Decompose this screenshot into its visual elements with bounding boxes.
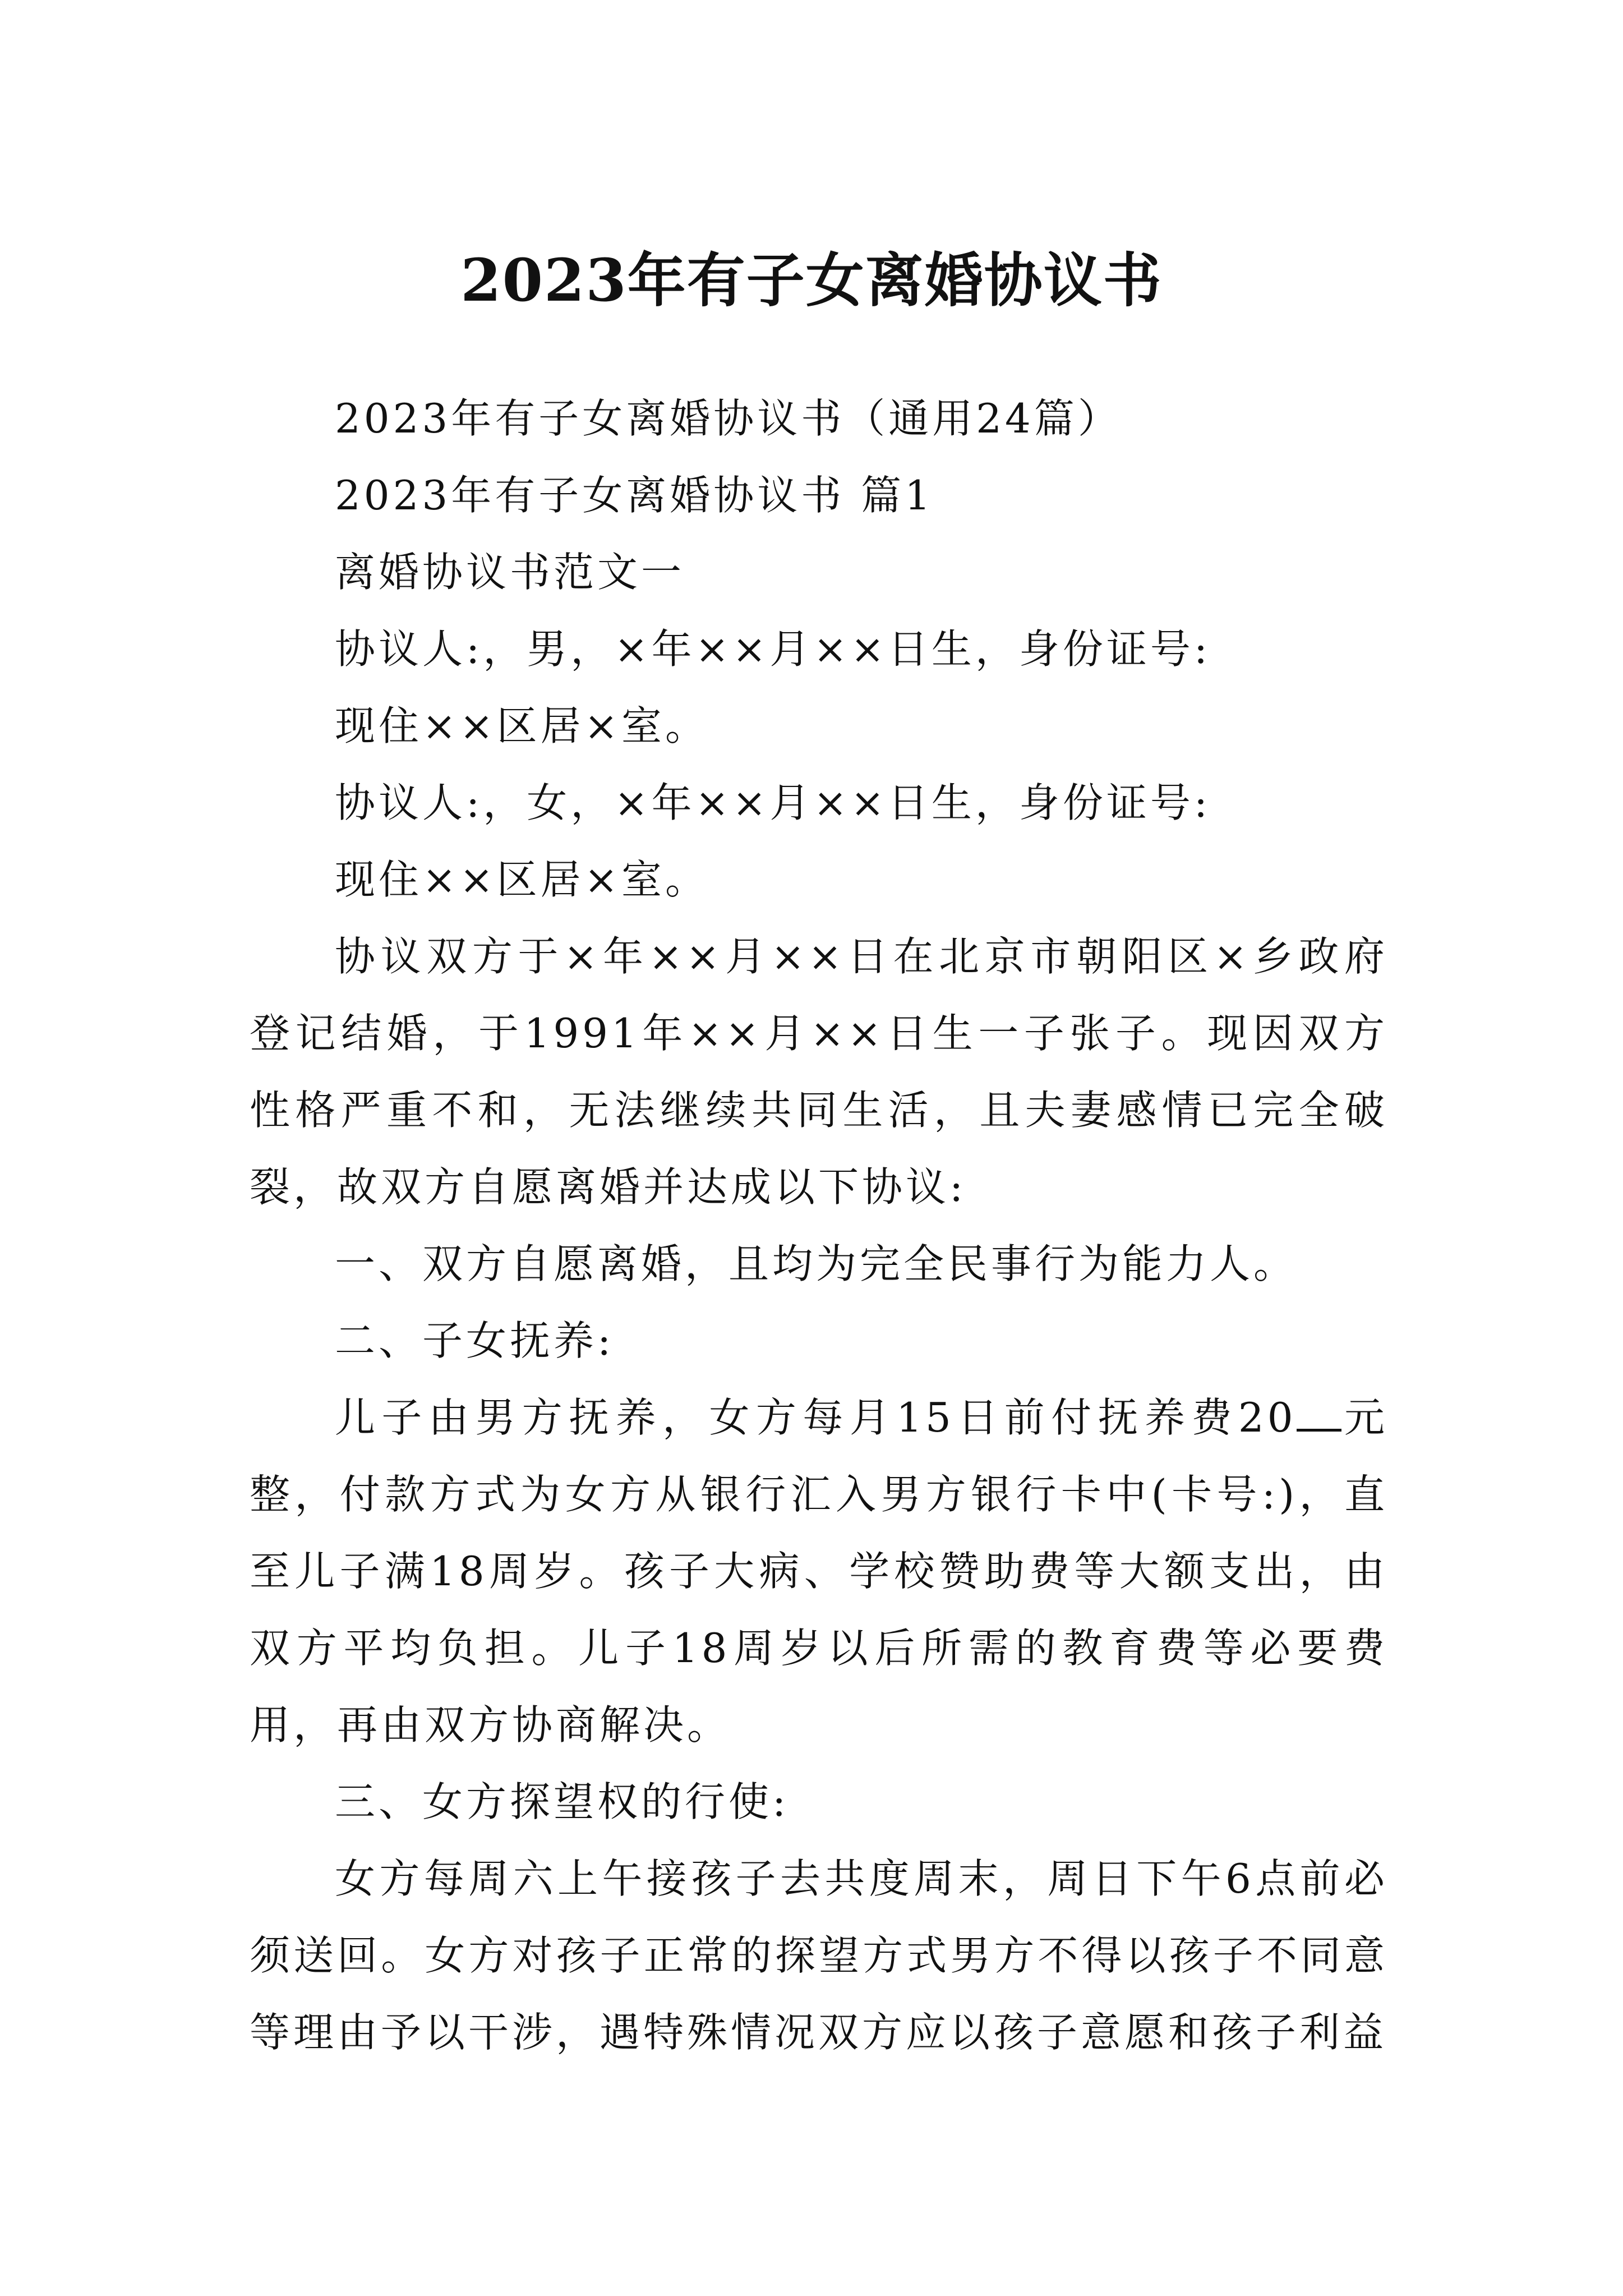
document-title: 2023年有子女离婚协议书 xyxy=(460,245,1163,315)
subtitle-line: 2023年有子女离婚协议书（通用24篇） xyxy=(335,395,1122,442)
section-heading: 2023年有子女离婚协议书 篇1 xyxy=(335,472,934,519)
document-body xyxy=(250,380,1388,2071)
blank-underline xyxy=(1297,1395,1341,1432)
party2-line: 协议人:，女，×年××月××日生，身份证号: xyxy=(335,779,1211,826)
clause-3-heading: 三、女方探望权的行使: xyxy=(335,1778,790,1825)
intro-paragraph: 协议双方于×年××月××日在北京市朝阳区×乡政府登记结婚，于1991年××月××日生一子张子。现因双方性格严重不和，无法继续共同生活，且夫妻感情已完全破裂，故双方自愿离婚并达成以下协议: xyxy=(250,933,1388,1211)
party2-address: 现住××区居×室。 xyxy=(335,856,709,903)
clause-2-text-start: 儿子由男方抚养，女方每月15日前付抚养费20 xyxy=(335,1394,1297,1441)
clause-2-paragraph xyxy=(250,1379,1388,1764)
party1-line: 协议人:，男，×年××月××日生，身份证号: xyxy=(335,625,1211,673)
clause-2-heading: 二、子女抚养: xyxy=(335,1317,615,1364)
clause-2-text-end: 元整，付款方式为女方从银行汇入男方银行卡中(卡号:)，直至儿子满18周岁。孩子大病、学校赞助费等大额支出，由双方平均负担。儿子18周岁以后所需的教育费等必要费用，再由双方协商解决。 xyxy=(250,1394,1388,1749)
clause-1: 一、双方自愿离婚，且均为完全民事行为能力人。 xyxy=(335,1240,1298,1287)
sample-heading: 离婚协议书范文一 xyxy=(335,549,685,596)
clause-3-paragraph: 女方每周六上午接孩子去共度周末，周日下午6点前必须送回。女方对孩子正常的探望方式男方不得以孩子不同意等理由予以干涉，遇特殊情况双方应以孩子意愿和孩子利益 xyxy=(250,1855,1388,2056)
party1-address: 现住××区居×室。 xyxy=(335,702,709,749)
